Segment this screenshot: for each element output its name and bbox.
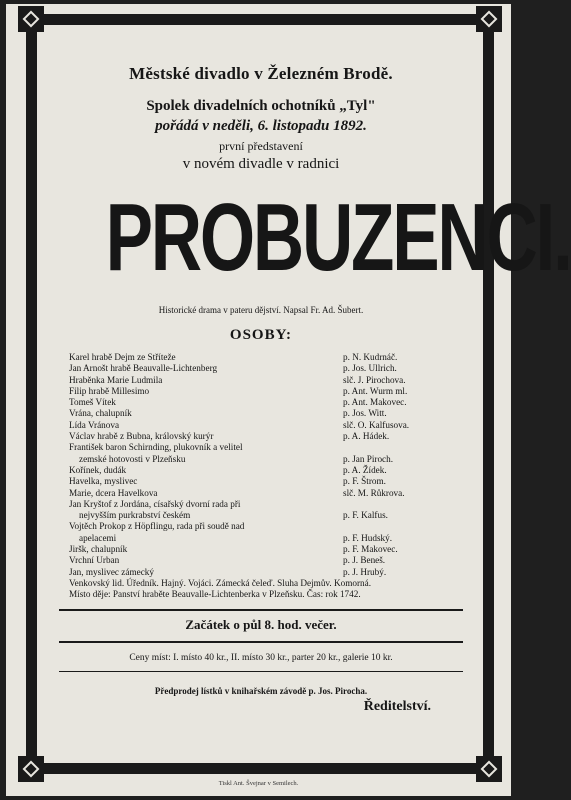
setting-line: Místo děje: Panství hraběte Beauvalle-Lichtenberka v Plzeňsku. Čas: rok 1742. [69,589,361,600]
performance-date: pořádá v neděli, 6. listopadu 1892. [155,118,367,134]
cast-row [51,567,471,578]
cast-actor: p. F. Kalfus. [343,510,388,521]
cast-role: zemské hotovosti v Plzeňsku [79,453,186,464]
cast-actor: p. Ant. Makovec. [343,397,407,408]
cast-actor: p. Jos. Witt. [343,408,387,419]
cast-actor: slč. M. Růkrova. [343,487,405,498]
performance-note: první představení [219,139,303,153]
start-time: Začátek o půl 8. hod. večer. [185,616,337,632]
extras-line: Venkovský lid. Úředník. Hajný. Vojáci. Zámecká čeleď. Sluha Dejmův. Komorná. [69,577,371,588]
cast-role: Vrána, chalupník [69,408,132,419]
signature-direction: Ředitelství. [363,698,431,714]
corner-ornament-icon [18,6,44,32]
cast-row [51,420,471,431]
cast-actor: p. A. Hádek. [343,431,390,442]
cast-row [51,499,471,510]
divider [59,609,463,611]
cast-role: František baron Schirnding, plukovník a velitel [69,442,243,453]
cast-actor: slč. J. Pirochova. [343,374,406,385]
cast-role: Tomeš Vítek [69,397,116,408]
corner-ornament-icon [18,756,44,782]
cast-role: Marie, dcera Havelkova [69,487,158,498]
cast-row [51,555,471,566]
cast-row [51,521,471,532]
cast-row [51,442,471,453]
cast-role: Karel hrabě Dejm ze Stříteže [69,352,176,362]
cast-row [51,363,471,374]
cast-role: apelacemi [79,532,117,543]
cast-row [51,544,471,555]
cast-actor: p. Jos. Ullrich. [343,363,397,374]
cast-row [51,465,471,476]
cast-actor: p. Jan Piroch. [343,453,394,464]
cast-row [51,533,471,544]
corner-ornament-icon [476,756,502,782]
cast-row [51,510,471,521]
play-title: PROBUZENCI. [105,184,571,291]
cast-row [51,488,471,499]
society-name: Spolek divadelních ochotníků „Tyl" [146,98,376,114]
cast-role: Lída Vránova [69,419,120,430]
ticket-prices: Ceny míst: I. místo 40 kr., II. místo 30 kr., parter 20 kr., galerie 10 kr. [129,652,393,663]
cast-actor: p. F. Makovec. [343,544,398,555]
cast-actor: p. Ant. Wurm ml. [343,385,408,396]
cast-actor: p. J. Beneš. [343,555,386,566]
corner-ornament-icon [476,6,502,32]
cast-role: Jan Kryštof z Jordána, císařský dvorní rada při [69,498,241,509]
divider [59,641,463,643]
cast-role: Jan, myslivec zámecký [69,566,154,577]
cast-row [51,352,471,363]
theater-location: v novém divadle v radnici [182,156,340,172]
cast-row [51,386,471,397]
cast-row [51,431,471,442]
cast-row [51,375,471,386]
cast-actor: slč. O. Kalfusova. [343,419,410,430]
cast-role: Hraběnka Marie Ludmila [69,374,163,385]
cast-actor: p. F. Hudský. [343,532,393,543]
divider [59,671,463,672]
poster-sheet [6,4,571,796]
cast-role: Filip hrabě Millesimo [69,385,150,396]
cast-role: Vojtěch Prokop z Höpflingu, rada při soudě nad [69,521,245,532]
cast-role: Havelka, myslivec [69,476,138,487]
cast-role: Jiršk, chalupník [69,544,128,555]
cast-actor: p. F. Štrom. [343,476,386,487]
printer-imprint: Tiskl Ant. Švejnar v Semilech. [218,780,299,787]
presale-note: Předprodej lístků v knihařském závodě p. Jos. Pirocha. [154,685,368,696]
cast-role: Václav hrabě z Bubna, královský kurýr [69,431,214,442]
cast-row [51,454,471,465]
cast-row [51,476,471,487]
cast-row [51,408,471,419]
poster-content [51,36,571,756]
play-subtitle: Historické drama v pateru dějství. Napsal Fr. Ad. Šubert. [158,305,364,315]
cast-role: Vrchní Urban [69,555,120,566]
cast-actor: p. A. Žídek. [343,464,387,475]
cast-heading: OSOBY: [229,327,293,343]
cast-actor: p. N. Kudrnáč. [343,352,398,362]
cast-actor: p. J. Hrubý. [343,566,387,577]
cast-role: Jan Arnošt hrabě Beauvalle-Lichtenberg [69,363,218,374]
cast-row [51,397,471,408]
venue-heading: Městské divadlo v Železném Brodě. [129,64,393,83]
cast-list [51,352,471,601]
cast-role: Kořínek, dudák [69,464,127,475]
cast-role: nejvyšším purkrabství českém [79,510,191,521]
